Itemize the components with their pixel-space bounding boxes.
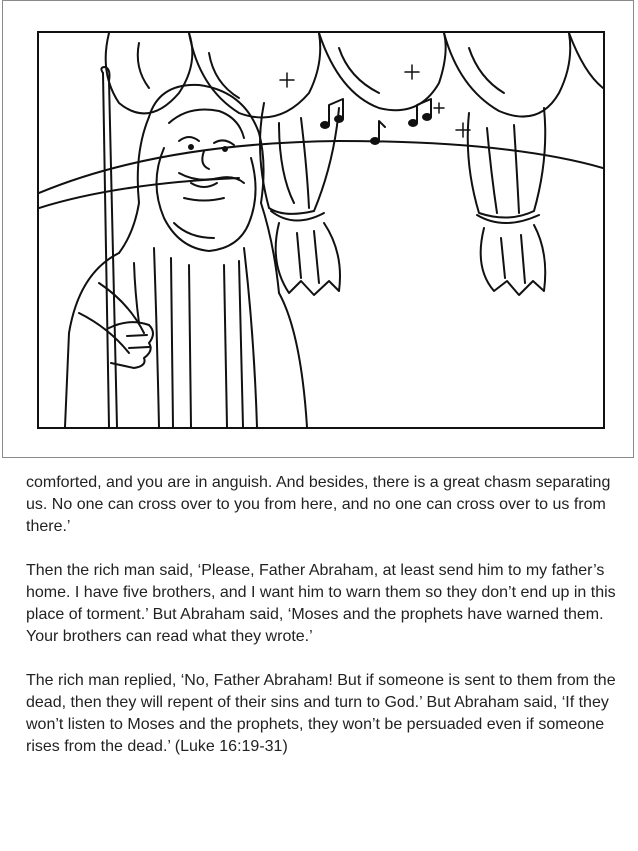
curtain-left xyxy=(260,103,340,295)
story-paragraph-1: comforted, and you are in anguish. And besides, there is a great chasm separating us. No one can cross over to you from here, and no one can cross over to us from there.’ xyxy=(26,474,611,535)
coloring-illustration xyxy=(37,31,605,429)
abraham-figure xyxy=(65,85,307,427)
staff xyxy=(101,67,117,427)
abraham-illustration xyxy=(39,33,603,427)
story-text xyxy=(26,472,616,780)
story-paragraph-3: The rich man replied, ‘No, Father Abraham! But if someone is sent to them from the dead, then they will repent of their sins and turn to God.’ But Abraham said, ‘If they won’t listen to Moses and the prophets, they won’t be persuaded even if someone rises from the dead.’ (Luke 16:19-31) xyxy=(26,672,616,755)
story-paragraph-2: Then the rich man said, ‘Please, Father Abraham, at least send him to my father’s home. I have five brothers, and I want him to warn them so they don’t end up in this place of torment.’ But Abraham said, ‘Moses and the prophets have warned them. Your brothers can read what they wrote.’ xyxy=(26,562,616,645)
curtain-right xyxy=(468,108,546,295)
coloring-page-frame xyxy=(2,0,634,458)
curtain-valance xyxy=(106,33,603,118)
